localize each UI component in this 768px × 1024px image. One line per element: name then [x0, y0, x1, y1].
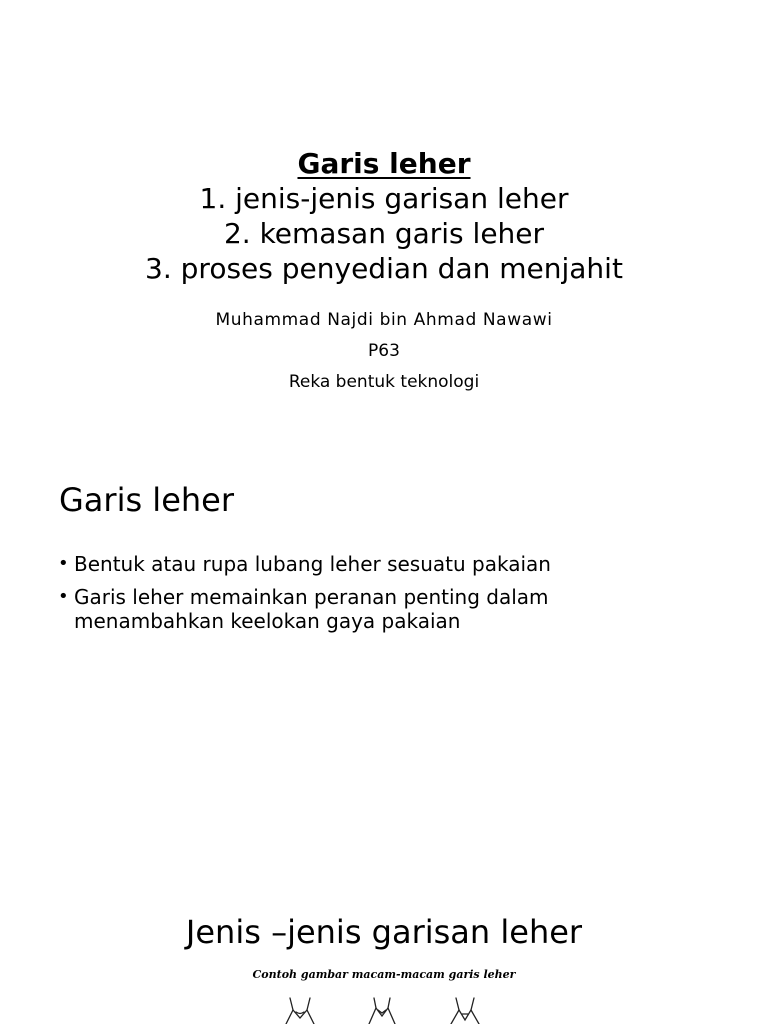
bullet-icon: •: [58, 586, 69, 607]
slide-title: Garis leher: [297, 147, 471, 180]
neckline-types-slide: [0, 864, 768, 1024]
neckline-sketch-icon: [451, 998, 479, 1024]
neckline-sketch-icon: [369, 998, 395, 1024]
bullet-item: [58, 585, 634, 633]
content-slide: [0, 432, 768, 864]
title-block: [0, 146, 768, 286]
subject-name: Reka bentuk teknologi: [288, 372, 480, 392]
bullet-list: [58, 552, 634, 642]
slide-heading: Jenis –jenis garisan leher: [185, 913, 583, 951]
neckline-figures: [270, 996, 500, 1024]
bullet-text: Garis leher memainkan peranan penting dalam menambahkan keelokan gaya pakaian: [74, 585, 549, 633]
figure-caption: Contoh gambar macam-macam garis leher: [252, 968, 516, 981]
class-code: P63: [368, 341, 400, 361]
agenda-item-2: 2. kemasan garis leher: [223, 217, 545, 250]
bullet-item: [58, 552, 634, 576]
author-name: Muhammad Najdi bin Ahmad Nawawi: [215, 310, 553, 330]
agenda-item-3: 3. proses penyedian dan menjahit: [145, 252, 623, 285]
agenda-item-1: 1. jenis-jenis garisan leher: [199, 182, 569, 215]
neckline-sketch-icon: [286, 998, 314, 1024]
subtitle-block: [0, 305, 768, 398]
bullet-icon: •: [58, 553, 69, 574]
bullet-text: Bentuk atau rupa lubang leher sesuatu pakaian: [74, 552, 551, 576]
slide-heading: Garis leher: [59, 481, 234, 519]
title-slide: [0, 0, 768, 432]
